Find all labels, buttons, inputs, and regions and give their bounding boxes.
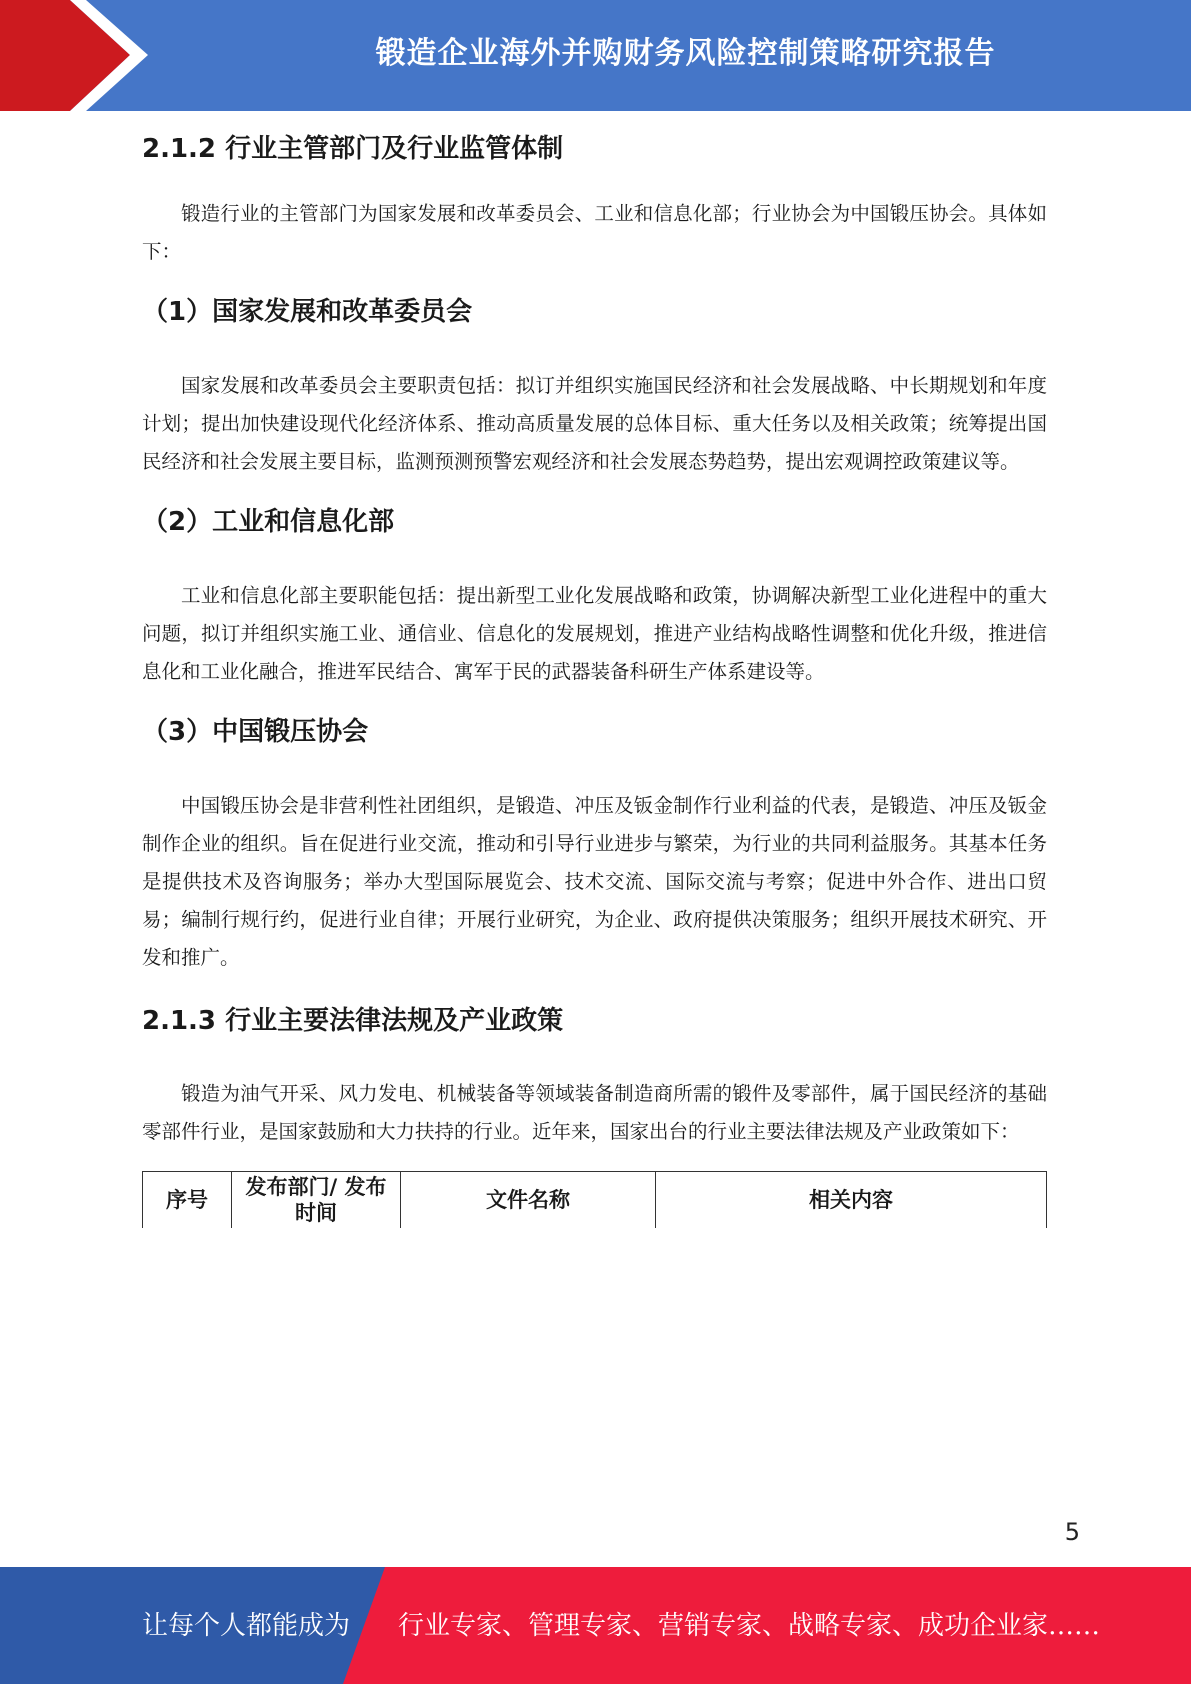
page-header [0,0,1191,111]
subheading-ndrc: （1）国家发展和改革委员会 [142,297,473,327]
section-2-1-2-intro: 锻造行业的主管部门为国家发展和改革委员会、工业和信息化部；行业协会为中国锻压协会。具体如下： [142,202,1047,263]
subheading-forging-association: （3）中国锻压协会 [142,717,369,747]
footer-slogan-right: 行业专家、管理专家、营销专家、战略专家、成功企业家…… [398,1611,1101,1641]
policy-table [142,1171,1047,1228]
paragraph-forging-association: 中国锻压协会是非营利性社团组织，是锻造、冲压及钣金制作行业利益的代表，是锻造、冲压及钣金制作企业的组织。旨在促进行业交流，推动和引导行业进步与繁荣，为行业的共同利益服务。其基本任务是提供技术及咨询服务；举办大型国际展览会、技术交流、国际交流与考察；促进中外合作、进出口贸易；编制行规行约，促进行业自律；开展行业研究，为企业、政府提供决策服务；组织开展技术研究、开发和推广。 [142,794,1047,969]
subheading-miit: （2）工业和信息化部 [142,507,395,537]
table-header-row [143,1172,1047,1229]
header-red-chevron [0,0,130,111]
section-heading-2-1-2: 2.1.2 行业主管部门及行业监管体制 [142,134,564,164]
table-header-cell: 发布部门/ 发布时间 [232,1172,401,1229]
page-footer [0,1567,1191,1684]
paragraph-miit: 工业和信息化部主要职能包括：提出新型工业化发展战略和政策，协调解决新型工业化进程中的重大问题，拟订并组织实施工业、通信业、信息化的发展规划，推进产业结构战略性调整和优化升级，推进信息化和工业化融合，推进军民结合、寓军于民的武器装备科研生产体系建设等。 [142,584,1047,683]
table-header-cell: 相关内容 [656,1172,1047,1229]
header-chevron-decoration [0,0,160,111]
page-number: 5 [1064,1518,1080,1546]
footer-slogan-left: 让每个人都能成为 [142,1611,351,1641]
table-header-cell: 文件名称 [401,1172,656,1229]
table-header-cell: 序号 [143,1172,232,1229]
report-title: 锻造企业海外并购财务风险控制策略研究报告 [375,36,996,71]
page-content [142,125,1047,1228]
paragraph-ndrc: 国家发展和改革委员会主要职责包括：拟订并组织实施国民经济和社会发展战略、中长期规划和年度计划；提出加快建设现代化经济体系、推动高质量发展的总体目标、重大任务以及相关政策；统筹提出国民经济和社会发展主要目标，监测预测预警宏观经济和社会发展态势趋势，提出宏观调控政策建议等。 [142,374,1047,473]
section-heading-2-1-3: 2.1.3 行业主要法律法规及产业政策 [142,1006,564,1036]
section-2-1-3-intro: 锻造为油气开采、风力发电、机械装备等领域装备制造商所需的锻件及零部件，属于国民经济的基础零部件行业，是国家鼓励和大力扶持的行业。近年来，国家出台的行业主要法律法规及产业政策如下： [142,1082,1047,1143]
